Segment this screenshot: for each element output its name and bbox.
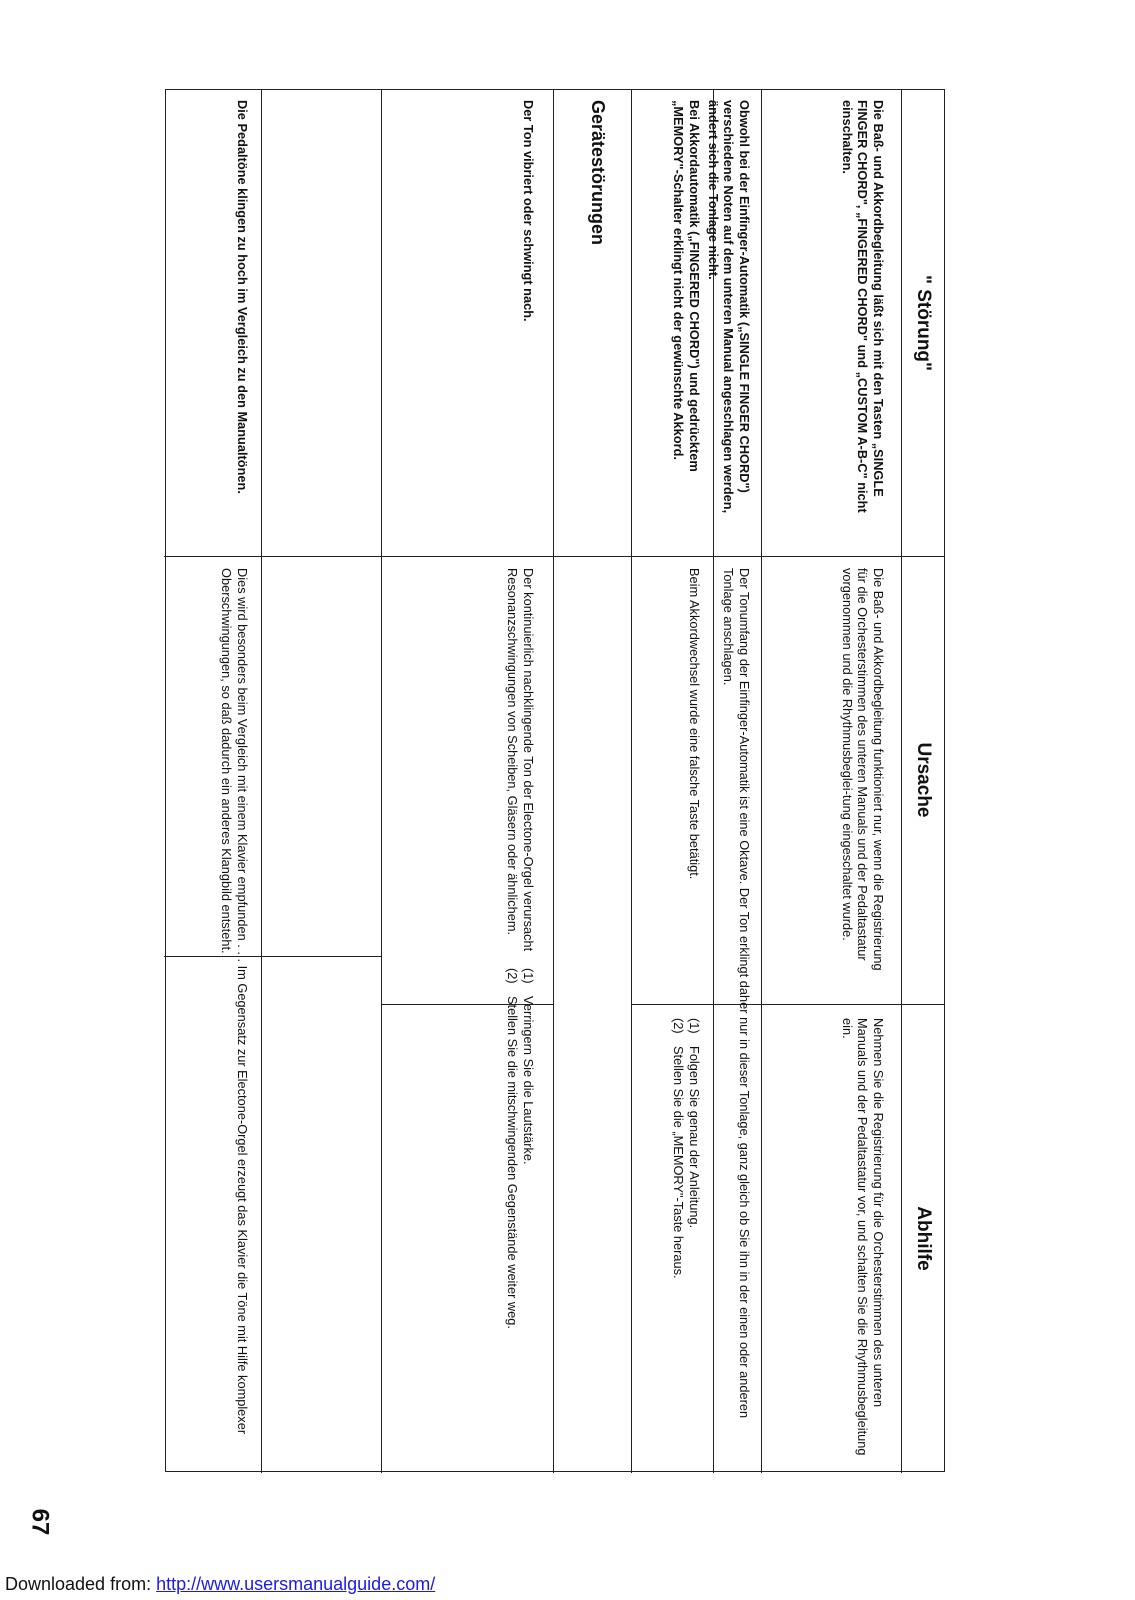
enum-text: Folgen Sie genau der Anleitung. [687,1046,702,1229]
enum-number: (1) [521,968,536,984]
footer-prefix: Downloaded from: [5,1574,157,1594]
enum-text: Verringern Sie die Lautstärke. [521,996,536,1165]
section-title: Gerätestörungen [588,100,608,246]
row2-ursache: Der Tonumfang der Einfinger-Automatik ist eine Oktave. Der Ton erklingt daher nur in dieser Tonlage, ganz gleich ob Sie ihn in der einen oder anderen Tonlage anschlagen. [721,568,752,1419]
enum-number: (1) [687,1018,702,1034]
row-divider [261,90,262,1473]
download-footer [5,1574,435,1595]
row1-stoerung: Die Baß- und Akkordbegleitung läßt sich mit den Tasten „SINGLE FINGER CHORD", „FINGERED CHORD" und „CUSTOM A-B-C" nicht einschalten. [839,100,886,513]
device-row2-ursache: Dies wird besonders beim Vergleich mit einem Klavier empfunden . . . Im Gegensatz zur Electone-Orgel erzeugt das Klavier die Töne mit Hilfe komplexer Oberschwingungen, so daß dadurch ein anderes Klangbild entsteht. [219,568,250,1435]
row3-abhilfe [671,1018,702,1458]
row-divider [381,90,382,1473]
troubleshooting-table [165,89,945,1472]
enum-number: (2) [505,968,521,984]
row-divider [553,90,554,1473]
row1-ursache: Die Baß- und Akkordbegleitung funktioniert nur, wenn die Registrierung für die Orchesterstimmen des unteren Manuals und der Pedaltastatur vorgenommen und die Rhythmusbeglei-tung eingeschaltet wurde. [839,568,886,971]
row3-ursache: Beim Akkordwechsel wurde eine falsche Taste betätigt. [687,568,702,880]
header-abhilfe: Abhilfe [913,1206,934,1271]
row1-abhilfe: Nehmen Sie die Registrierung für die Orchesterstimmen des unteren Manuals und der Pedaltastatur vor, und schalten Sie die Rhythmusbegleitung ein. [839,1018,886,1456]
row2-stoerung: Obwohl bei der Einfinger-Automatik („SINGLE FINGER CHORD") verschiedene Noten auf dem unteren Manual angeschlagen werden, ändert sich die Tonlage nicht. [705,100,752,514]
device-row1-ursache: Der kontinuierlich nachklingende Ton der Electone-Orgel verursacht Resonanzschwingungen von Scheiben, Gläsern oder ähnlichem. [505,568,536,952]
row3-stoerung: Bei Akkordautomatik („FINGERED CHORD") und gedrücktem „MEMORY"-Schalter erklingt nicht der gewünschte Akkord. [671,100,702,472]
enum-text: Stellen Sie die „MEMORY"-Taste heraus. [671,1046,687,1279]
header-stoerung: " Störung" [913,274,934,372]
row-divider [631,90,632,1473]
header-ursache: Ursache [913,742,934,818]
device-row2-stoerung: Die Pedaltöne klingen zu hoch im Vergleich zu den Manualtönen. [235,100,250,494]
page-number: 67 [26,1508,54,1536]
enum-text: Stellen Sie die mitschwingenden Gegenstände weiter weg. [505,996,521,1329]
column-divider [164,556,944,557]
row-divider [761,90,762,1473]
footer-link[interactable]: http://www.usersmanualguide.com/ [156,1574,436,1594]
device-row1-stoerung: Der Ton vibriert oder schwingt nach. [521,100,536,322]
row-divider [901,90,902,1473]
device-row1-abhilfe [505,968,536,1458]
column-divider [632,1004,944,1005]
column-divider [164,956,382,957]
enum-number: (2) [671,1018,687,1034]
